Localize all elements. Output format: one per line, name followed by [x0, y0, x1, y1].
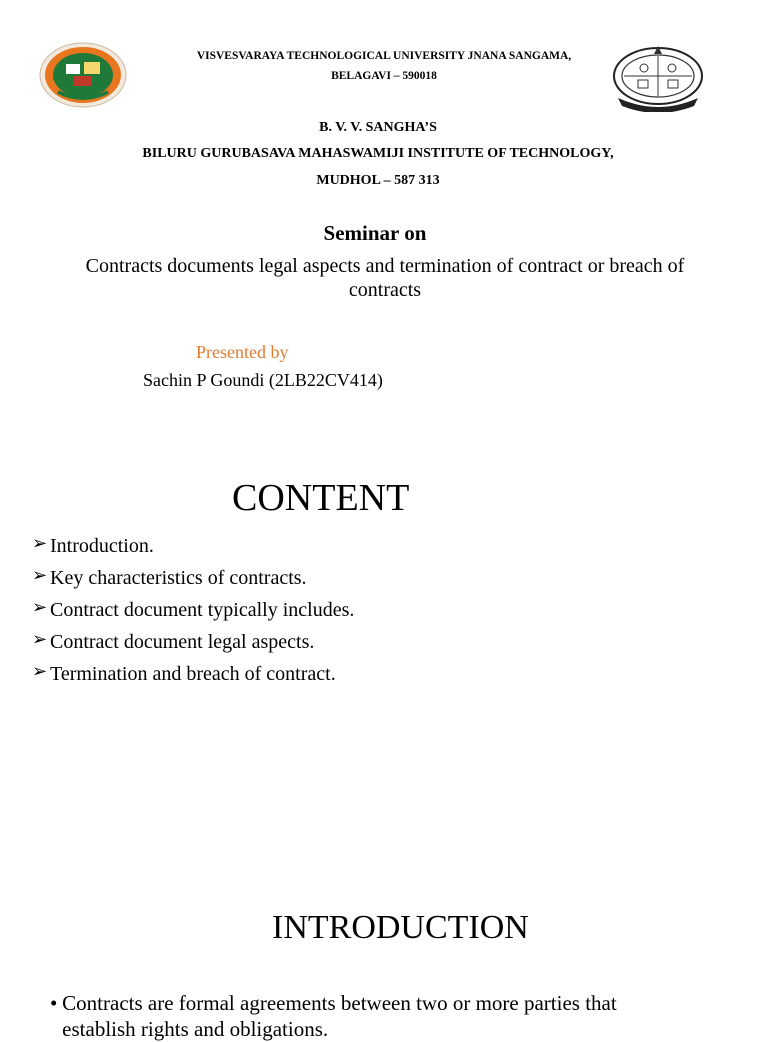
institute-name: BILURU GURUBASAVA MAHASWAMIJI INSTITUTE OF TECHNOLOGY,	[142, 146, 614, 161]
content-list	[32, 530, 354, 690]
sangha-name: B. V. V. SANGHA’S	[319, 120, 437, 135]
arrow-bullet-icon: ➢	[32, 661, 48, 681]
university-location: BELAGAVI – 590018	[331, 70, 437, 82]
seminar-topic: Contracts documents legal aspects and termination of contract or breach of contracts	[85, 255, 685, 301]
list-item: ➢ Introduction.	[32, 530, 354, 562]
list-item: ➢ Contract document typically includes.	[32, 594, 354, 626]
dot-bullet-icon: •	[50, 991, 58, 1015]
institute-location: MUDHOL – 587 313	[316, 173, 440, 188]
arrow-bullet-icon: ➢	[32, 565, 48, 585]
arrow-bullet-icon: ➢	[32, 533, 48, 553]
list-item: • Contracts are formal agreements between two or more parties that establish rights and obligations.	[50, 991, 617, 1041]
bvv-sangha-seal-logo	[610, 44, 706, 112]
seminar-label: Seminar on	[323, 221, 427, 245]
university-name: VISVESVARAYA TECHNOLOGICAL UNIVERSITY JNANA SANGAMA,	[196, 50, 572, 62]
list-item: ➢ Termination and breach of contract.	[32, 658, 354, 690]
presented-by-label: Presented by	[196, 342, 289, 362]
content-heading: CONTENT	[232, 477, 410, 519]
introduction-heading: INTRODUCTION	[272, 909, 529, 946]
vtu-emblem-logo	[38, 42, 128, 108]
list-item: ➢ Contract document legal aspects.	[32, 626, 354, 658]
presenter-name: Sachin P Goundi (2LB22CV414)	[143, 370, 383, 390]
arrow-bullet-icon: ➢	[32, 629, 48, 649]
introduction-list	[50, 990, 690, 1042]
arrow-bullet-icon: ➢	[32, 597, 48, 617]
list-item: ➢ Key characteristics of contracts.	[32, 562, 354, 594]
